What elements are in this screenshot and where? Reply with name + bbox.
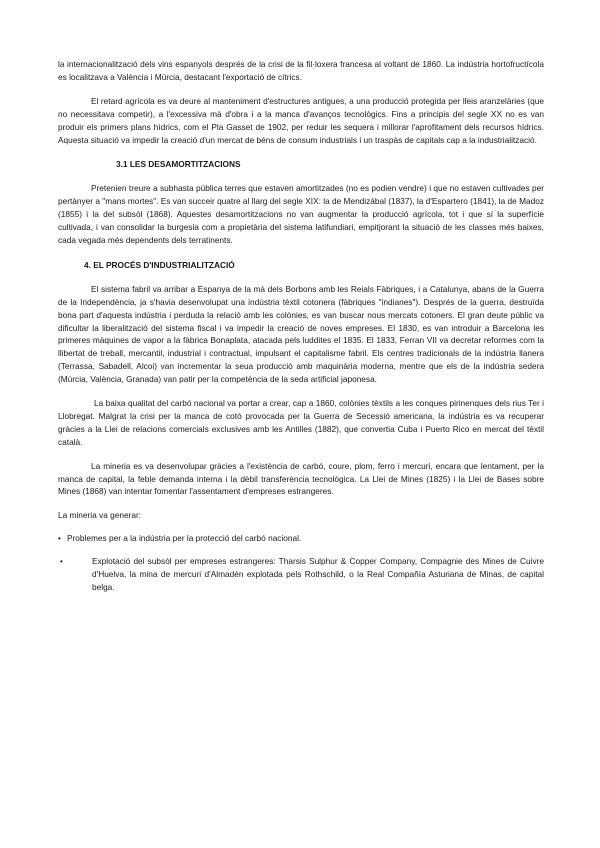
list-item-text: Explotació del subsòl per empreses estrangeres: Tharsis Sulphur & Copper Company, Compagnie des Mines de Cuivre d'Huelva, la mina de mercuri d'Almadén explotada pels Rothschild, o la Real Compañía Asturiana de Minas, de capital belga.	[92, 556, 544, 592]
section-number: 4.	[84, 259, 91, 270]
bullet-marker: •	[60, 556, 63, 567]
list-item	[58, 555, 544, 594]
paragraph-agricultural-delay: El retard agrícola es va deure al manteniment d'estructures antigues, a una producció protegida per lleis aranzelàries (que no necessitava competir), a l'excessiva mà d'obra i a la manca d'avanços tecnològics. Fins a principis del segle XX no es van produir els primers plans hídrics, com el Pla Gasset de 1902, per reduir les sequera i millorar l'aprofitament dels recursos hídrics. Aquesta situació va impedir la creació d'un mercat de béns de consum industrials i un traspàs de capitals cap a la industrialització.	[58, 95, 544, 145]
paragraph-factory-system: El sistema fabril va arribar a Espanya de la mà dels Borbons amb les Reials Fàbriques, i a Catalunya, abans de la Guerra de la Independència, ja s'havia desenvolupat una indústria tèxtil cotonera (fàbriques "indianes"). Després de la guerra, destruïda bona part d'aquesta indústria i perduda la relació amb les colònies, es van buscar nous mercats cotoners. El gran deute públic va dificultar la liberalització del sistema fiscal i va impedir la creació de noves empreses. El 1830, es van introduir a Barcelona les primeres màquines de vapor a la fàbrica Bonaplata, atacada pels luddites el 1835. El 1833, Ferran VII va decretar reformes com la llibertat de treball, mercantil, industrial i contractual, impulsant el capitalisme fabril. Els centres tradicionals de la indústria llanera (Terrassa, Sabadell, Alcoi) van incrementar la seua producció amb maquinària moderna, mentre que els de la indústria sedera (Múrcia, València, Granada) van patir per la competència de la seda artificial japonesa.	[58, 283, 544, 385]
section-title: LES DESAMORTITZACIONS	[129, 159, 241, 170]
paragraph-mining-generated: La mineria va generar:	[58, 510, 142, 521]
list-item	[58, 532, 544, 545]
paragraph-desamortitzacions: Pretenien treure a subhasta pública terres que estaven amortitzades (no es podien vendre) i que no estaven cultivades per pertànyer a "mans mortes". Es van succeir quatre al llarg del segle XIX: la de Mendizábal (1837), la d'Espartero (1841), la de Madoz (1855) i la del subsòl (1868). Aquestes desamortitzacions no van augmentar la producció agrícola, tot i que sí la superfície cultivada, i van consolidar la burgesia com a propietària del sistema latifundiari, empitjorant la situació de les classes més baixes, cada vegada més dependents dels terratinents.	[58, 183, 544, 245]
section-heading-desamortitzacions	[58, 158, 544, 171]
paragraph-textile-colonies: La baixa qualitat del carbó nacional va portar a crear, cap a 1860, colònies tèxtils a les conques pirinenques dels rius Ter i Llobregat. Malgrat la crisi per la manca de cotó provocada per la Guerra de Secessió americana, la indústria es va recuperar gràcies a la Llei de relacions comercials exclusives amb les Antilles (1882), que convertia Cuba i Puerto Rico en mercat del tèxtil català.	[58, 398, 544, 447]
list-item-text: Problemes per a la indústria per la protecció del carbó nacional.	[67, 533, 302, 544]
section-title: EL PROCÉS D'INDUSTRIALITZACIÓ	[93, 259, 235, 270]
document-page	[58, 58, 544, 594]
bullet-marker: •	[58, 533, 61, 544]
section-heading-industrialitzacio	[58, 259, 544, 272]
section-number: 3.1	[116, 159, 128, 170]
paragraph-wine-exports: la internacionalització dels vins espanyols després de la crisi de la fil·loxera francesa al voltant de 1860. La indústria hortofructícola es localitzava a València i Múrcia, destacant l'exportació de cítrics.	[58, 59, 544, 82]
paragraph-mining: La mineria es va desenvolupar gràcies a l'existència de carbó, coure, plom, ferro i mercuri, encara que lentament, per la manca de capital, la feble demanda interna i la dèbil transferència tecnològica. La Llei de Mines (1825) i la Llei de Bases sobre Mines (1868) van intentar fomentar l'assentament d'empreses estrangeres.	[58, 460, 544, 497]
